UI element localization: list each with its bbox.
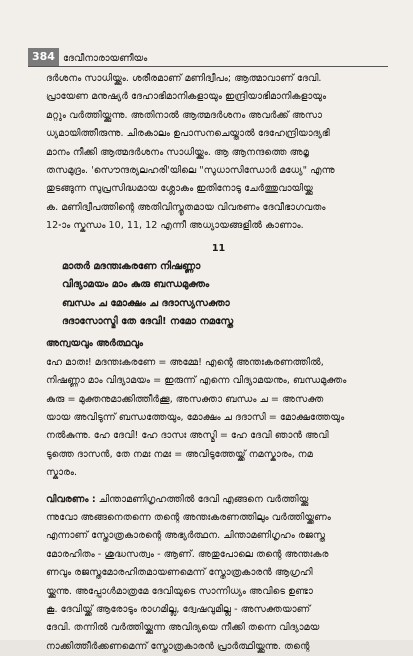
text-line: ണവും രജസ്തമോരഹിതമായണമെന്ന് സ്തോത്രകാരൻ ആഗ്രഹി xyxy=(46,567,313,579)
text-line: ദർശനം സാധിയ്ക്കും. ശരീരമാണ് മണിദ്വീപം; ആത്മാവാണ് ദേവി. xyxy=(46,73,322,84)
text-line: യ്ക്കുന്നു. അപ്പോൾമാത്രമേ ദേവിയുടെ സാന്നിധ്യം അവിടെ ഉണ്ടാ xyxy=(46,585,313,597)
text-line: കുരു = മുക്തനുമാക്കിത്തീർക്കൂ, അസക്താ ബന്ധം ച = അസക്ത xyxy=(46,393,324,405)
verse-number: 11 xyxy=(211,242,226,254)
page-number: 384 xyxy=(28,48,59,66)
header-rule xyxy=(28,66,388,67)
text-line: മോരഹിതം - ശുദ്ധസത്വം - ആണ്. അതുപോലെ തന്റെ അന്തഃകര xyxy=(46,548,329,560)
page-header xyxy=(28,40,388,66)
commentary-block xyxy=(46,491,391,656)
verse-line: ദദാസോസ്മി തേ ദേവി! നമോ നമസ്തേ xyxy=(62,316,234,328)
text-line: ധ്യമായിത്തീരുന്നു. ചിരകാലം ഉപാസനചെയ്താൽ ദേഹേന്ദ്രിയാദ്യഭി xyxy=(46,128,330,140)
text-line: ക. മണിദ്വീപത്തിന്റെ അതിവിസ്തൃതമായ വിവരണം ദേവീഭാഗവതം xyxy=(46,201,326,213)
verse-line: മാതർ മദന്തഃകരണേ നിഷണ്ണാ xyxy=(62,260,201,272)
text-line: തുടങ്ങുന്ന സുപ്രസിദ്ധമായ ശ്ലോകം ഇതിനോടു ചേർത്തുവായിയ്ക്കു xyxy=(46,183,313,195)
text-line: ന്നുവോ അങ്ങനെതന്നെ തന്റെ അന്തഃകരണത്തിലും വർത്തിയ്ക്കണം xyxy=(46,511,331,523)
text-line: തസമുദ്രം. 'സൌന്ദര്യലഹരി'യിലെ "സുധാസിന്ധോർ മധ്യേ" എന്നു xyxy=(46,164,335,176)
running-head: ദേവീനാരായണീയം xyxy=(62,53,148,64)
text-line: നിഷണ്ണാ മാം വിദ്യാമയം = ഇരുന്ന് എന്നെ വിദ്യാമയനും, ബന്ധമുക്തം xyxy=(46,375,347,387)
text-line: പ്രായേണ മനുഷ്യർ ദേഹാഭിമാനികളായും ഇന്ദ്രിയാഭിമാനികളായും xyxy=(46,91,327,103)
text-line: നൽകുന്നു. ഹേ ദേവി! ഹേ ദാസഃ അസ്മി = ഹേ ദേവി ഞാൻ അവി xyxy=(46,430,329,442)
text-line: മറ്റും വർത്തിയ്ക്കുന്നു. അതിനാൽ ആത്മദർശനം അവർക്ക് അസാ xyxy=(46,109,323,121)
verse-block xyxy=(46,258,391,332)
text-line: ദേവി. തന്നിൽ വർത്തിയ്ക്കുന്ന അവിദ്യയെ നീക്കി തന്നെ വിദ്യാമയ xyxy=(46,622,320,634)
text-line: മാനം നീക്കി ആത്മദർശനം സാധിയ്ക്കും. ആ ആനന്ദത്തെ അമൃ xyxy=(46,146,309,158)
text-line: ടുത്തെ ദാസൻ, തേ നമഃ നമഃ = അവിടുത്തേയ്ക്ക് നമസ്കാരം, നമ xyxy=(46,448,313,460)
verse-line: ബന്ധം ച മോക്ഷം ച ദദാസ്യസക്താ xyxy=(62,297,230,309)
text-line: സ്കാരം. xyxy=(46,467,78,479)
text-line: യായ അവിടുന്ന് ബന്ധത്തേയും, മോക്ഷം ച ദദാസി = മോക്ഷത്തേയും xyxy=(46,412,345,424)
text-line: കൂ. ദേവിയ്ക്ക് ആരോടും രാഗമില്ല, ദ്വേഷവുമില്ല - അസക്തയാണ് xyxy=(46,603,311,615)
text-line: എന്നാണ് സ്തോത്രകാരന്റെ അഭ്യർത്ഥന. ചിന്താമണിഗൃഹം രജസ്ത xyxy=(46,530,326,542)
commentary-label: വിവരണം : xyxy=(46,493,96,505)
page-body xyxy=(46,70,391,656)
text-line: നാക്കിത്തീർക്കണമെന്ന് സ്തോത്രകാരൻ പ്രാർത്ഥിയ്ക്കുന്നു. തന്റെ xyxy=(46,640,310,652)
meaning-heading: അന്വയവും അർത്ഥവും xyxy=(46,338,144,350)
commentary-text: ചിന്താമണിഗൃഹത്തിൽ ദേവി എങ്ങനെ വർത്തിയ്ക്കു xyxy=(98,493,309,505)
paragraph-1 xyxy=(46,70,391,236)
verse-line: വിദ്യാമയം മാം കുരു ബന്ധമുക്തം xyxy=(62,279,210,291)
text-line: ഹേ മാതഃ! മദന്തഃകരണേ = അമ്മേ! എന്റെ അന്തഃകരണത്തിൽ, xyxy=(46,356,324,368)
meaning-block xyxy=(46,354,391,483)
text-line: 12-ാം സ്കന്ധം 10, 11, 12 എന്നീ അധ്യായങ്ങളിൽ കാണാം. xyxy=(46,220,304,232)
text-line xyxy=(46,491,391,509)
